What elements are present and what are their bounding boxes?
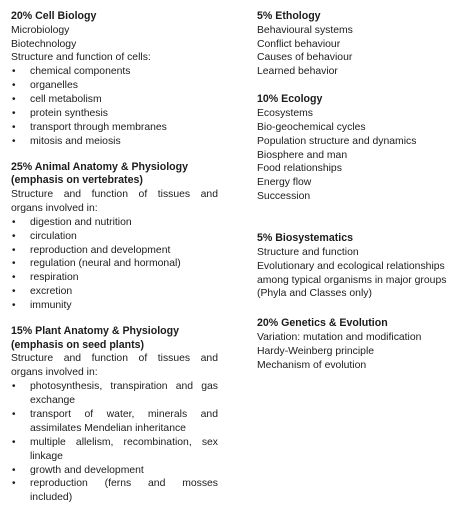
left-column [11, 10, 218, 517]
topic-line: Food relationships [257, 163, 342, 175]
list-item: • regulation (neural and hormonal) [11, 257, 218, 271]
list-item-line: • reproduction (ferns and mosses [30, 478, 218, 490]
list-item: • mitosis and meiosis [11, 135, 218, 149]
topic-line: Structure and function of cells: [11, 52, 151, 64]
topic-line: Behavioural systems [257, 24, 353, 36]
topic-line: Conflict behaviour [257, 38, 341, 50]
right-column [257, 10, 467, 385]
list-item: • excretion [11, 285, 218, 299]
list-item-line: • multiple allelism, recombination, sex [30, 436, 218, 448]
topic-line: Variation: mutation and modification [257, 331, 422, 343]
section-ecology [257, 93, 467, 204]
intro-line: organs involved in: [11, 202, 98, 214]
list-item [11, 436, 218, 464]
section-cell-biology [11, 10, 218, 149]
intro-line: Structure and function of tissues and [11, 188, 218, 200]
section-biosystematics [257, 232, 467, 301]
list-item [11, 380, 218, 408]
list-item [11, 477, 218, 505]
list-item: • transport through membranes [11, 121, 218, 135]
list-item: • protein synthesis [11, 107, 218, 121]
topic-line: Bio-geochemical cycles [257, 121, 366, 133]
intro-line: Structure and function of tissues and [11, 353, 218, 365]
section-animal-anatomy [11, 161, 218, 313]
topic-line: Hardy-Weinberg principle [257, 345, 375, 357]
list-item-line: • growth and development [30, 464, 144, 476]
section-genetics-evolution [257, 317, 467, 372]
topic-line: Structure and function [257, 246, 359, 258]
list-item-line: exchange [30, 395, 76, 406]
list-item: • respiration [11, 271, 218, 285]
topic-line: Microbiology [11, 24, 70, 36]
section-plant-anatomy [11, 325, 218, 505]
topic-line: Population structure and dynamics [257, 135, 417, 147]
list-item-line: linkage [30, 450, 63, 462]
topic-line: Biotechnology [11, 38, 77, 50]
list-item: • cell metabolism [11, 93, 218, 107]
topic-line: Energy flow [257, 177, 312, 189]
section-heading: 25% Animal Anatomy & Physiology [11, 160, 188, 173]
section-ethology [257, 10, 467, 79]
list-item: • chemical components [11, 65, 218, 79]
topic-line: Succession [257, 191, 311, 203]
list-item: • circulation [11, 230, 218, 244]
bullet-list [11, 380, 218, 505]
section-heading: 10% Ecology [257, 93, 323, 106]
list-item: • digestion and nutrition [11, 216, 218, 230]
section-subheading: (emphasis on seed plants) [11, 338, 145, 351]
topic-line: among typical organisms in major groups [257, 274, 447, 286]
list-item-line: • transport of water, minerals and [30, 408, 218, 420]
section-heading: 5% Ethology [257, 10, 321, 22]
topic-line: Learned behavior [257, 66, 338, 78]
topic-line: Causes of behaviour [257, 52, 353, 64]
topic-line: Ecosystems [257, 107, 314, 119]
topic-line: Mechanism of evolution [257, 359, 367, 371]
list-item [11, 408, 218, 436]
list-item-line: • photosynthesis, transpiration and gas [30, 381, 218, 393]
section-heading: 20% Cell Biology [11, 10, 97, 22]
list-item: • immunity [11, 299, 218, 313]
topic-line: Biosphere and man [257, 149, 348, 161]
section-heading: 5% Biosystematics [257, 232, 353, 245]
list-item [11, 464, 218, 478]
bullet-list [11, 216, 218, 313]
section-heading: 20% Genetics & Evolution [257, 317, 388, 330]
list-item: • organelles [11, 79, 218, 93]
section-subheading: (emphasis on vertebrates) [11, 174, 143, 187]
list-item-line: included) [30, 492, 73, 504]
topic-line: Evolutionary and ecological relationships [257, 260, 445, 272]
intro-line: organs involved in: [11, 367, 98, 379]
list-item: • reproduction and development [11, 244, 218, 258]
list-item-line: assimilates Mendelian inheritance [30, 422, 186, 434]
section-heading: 15% Plant Anatomy & Physiology [11, 325, 179, 338]
bullet-list [11, 65, 218, 148]
topic-line: (Phyla and Classes only) [257, 288, 372, 300]
